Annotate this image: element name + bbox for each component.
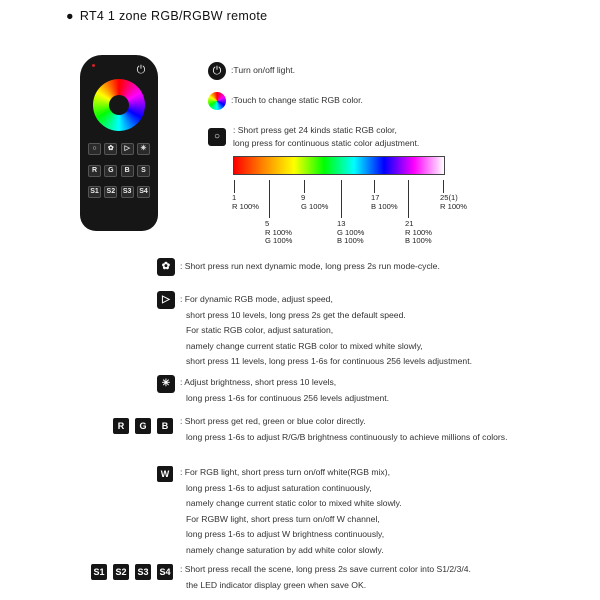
mode-icon: ✿ [157,258,175,276]
remote-r-key[interactable]: R [88,165,101,177]
remote-power-icon[interactable]: ⏻ [136,64,146,76]
white-desc [180,465,402,558]
label-17 [371,194,398,211]
color-wheel-icon [208,92,226,110]
remote-row-3 [88,186,150,198]
white-desc-line-4: For RGBW light, short press turn on/off W channel, [186,513,380,524]
speed-desc-line-4: namely change current static RGB color to mixed white slowly, [186,340,423,351]
tick-5 [269,180,270,218]
s2-key-icon: S2 [113,564,129,580]
label-5-val-1: R 100% [265,227,293,237]
remote-s-key[interactable]: S [137,165,150,177]
page-title [66,9,267,23]
led-indicator [92,64,95,67]
scenes-desc [180,562,471,593]
remote-s3-key[interactable]: S3 [121,186,134,198]
label-21-val-2: B 100% [405,236,432,246]
label-1 [232,194,259,211]
tick-9 [304,180,305,193]
title-bullet: ● [66,9,74,23]
speed-desc-line-3: For static RGB color, adjust saturation, [186,325,334,335]
label-9 [301,194,328,211]
brightness-desc [180,375,389,406]
remote-speed-key[interactable]: ▷ [121,143,134,155]
label-25-val: R 100% [440,201,468,211]
power-desc: :Turn on/off light. [231,65,296,75]
white-desc-line-1: : For RGB light, short press turn on/off white(RGB mix), [180,467,390,477]
rgb-desc [180,414,507,445]
white-desc-line-2: long press 1-6s to adjust saturation continuously, [186,482,372,493]
tick-25 [443,180,444,193]
rgb-desc-line-2: long press 1-6s to adjust R/G/B brightness continuously to achieve millions of colors. [186,431,508,442]
label-13-val-2: B 100% [337,236,364,246]
label-21-num: 21 [405,219,414,228]
white-desc-line-5: long press 1-6s to adjust W brightness continuously, [186,529,385,539]
circle-desc [233,124,419,150]
title-text: RT4 1 zone RGB/RGBW remote [79,9,268,23]
speed-desc [180,292,472,370]
color-spectrum-bar [233,156,445,175]
label-5 [265,220,292,246]
brightness-icon: ✳ [157,375,175,393]
label-21 [405,220,432,246]
speed-desc-line-1: : For dynamic RGB mode, adjust speed, [180,294,333,304]
g-key-icon: G [135,418,151,434]
b-key-icon: B [157,418,173,434]
label-5-num: 5 [265,219,270,228]
white-desc-line-6: namely change saturation by add white color slowly. [186,544,384,555]
remote-row-2 [88,165,150,177]
label-1-num: 1 [232,193,237,202]
play-icon: ▷ [157,291,175,309]
s1-key-icon: S1 [91,564,107,580]
speed-desc-line-5: short press 11 levels, long press 1-6s for continuous 256 levels adjustment. [186,356,472,366]
circle-button-icon: ○ [208,128,226,146]
label-21-val-1: R 100% [405,227,433,237]
tick-21 [408,180,409,218]
label-13 [337,220,364,246]
w-key-icon: W [157,466,173,482]
white-desc-line-3: namely change current static color to mixed white slowly. [186,498,402,508]
tick-13 [341,180,342,218]
scenes-desc-line-1: : Short press recall the scene, long press 2s save current color into S1/2/3/4. [180,564,471,574]
wheel-desc: :Touch to change static RGB color. [231,95,363,105]
remote-mode-key[interactable]: ✿ [104,143,117,155]
circle-desc-line-2: long press for continuous static color adjustment. [233,138,420,148]
remote-s4-key[interactable]: S4 [137,186,150,198]
label-17-val: B 100% [371,201,398,211]
label-9-num: 9 [301,193,306,202]
remote-g-key[interactable]: G [104,165,117,177]
label-9-val: G 100% [301,201,329,211]
label-25 [440,194,467,211]
scenes-desc-line-2: the LED indicator display green when save OK. [186,579,367,590]
label-5-val-2: G 100% [265,236,293,246]
r-key-icon: R [113,418,129,434]
tick-1 [234,180,235,193]
label-1-val: R 100% [232,201,260,211]
remote-s2-key[interactable]: S2 [104,186,117,198]
mode-desc: : Short press run next dynamic mode, long press 2s run mode-cycle. [180,261,440,271]
rgb-desc-line-1: : Short press get red, green or blue color directly. [180,416,366,426]
remote-control [80,55,158,231]
remote-circle-key[interactable]: ○ [88,143,101,155]
power-icon: ⏻ [208,62,226,80]
remote-brightness-key[interactable]: ✳ [137,143,150,155]
label-25-num: 25(1) [440,193,458,202]
s3-key-icon: S3 [135,564,151,580]
tick-17 [374,180,375,193]
speed-desc-line-2: short press 10 levels, long press 2s get the default speed. [186,309,406,320]
remote-b-key[interactable]: B [121,165,134,177]
label-13-num: 13 [337,219,346,228]
s4-key-icon: S4 [157,564,173,580]
remote-s1-key[interactable]: S1 [88,186,101,198]
label-17-num: 17 [371,193,380,202]
circle-desc-line-1: : Short press get 24 kinds static RGB color, [233,125,397,135]
label-13-val-1: G 100% [337,227,365,237]
remote-row-1 [88,143,150,155]
brightness-desc-line-2: long press 1-6s for continuous 256 levels adjustment. [186,392,390,403]
brightness-desc-line-1: : Adjust brightness, short press 10 levels, [180,377,337,387]
remote-color-wheel[interactable] [93,79,145,131]
